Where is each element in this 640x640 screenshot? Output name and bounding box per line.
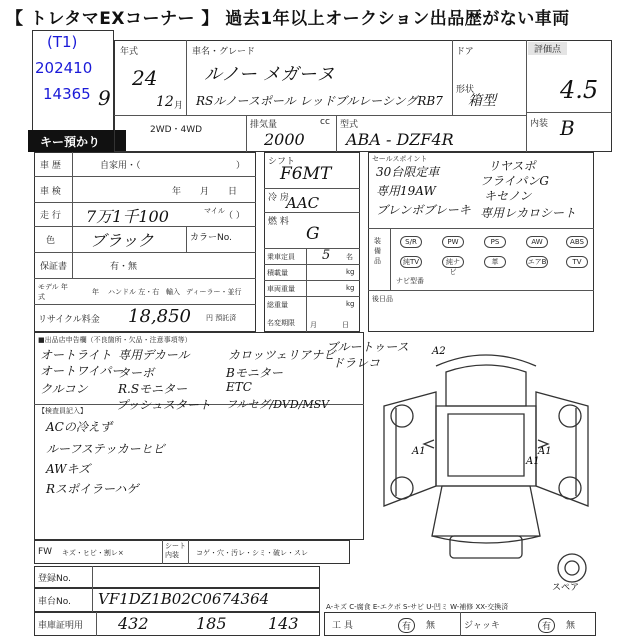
model-year-label: モデル 年式 — [38, 283, 68, 301]
dim-width: 185 — [196, 614, 227, 633]
notes-title: ■出品店申告欄（不良箇所・欠品・注意事項等） — [38, 336, 192, 344]
shift-value: F6MT — [280, 164, 332, 184]
lot-number: 14365 — [43, 85, 91, 103]
model-label: 型式 — [340, 120, 359, 130]
history-label: 車 歴 — [40, 161, 61, 171]
model-value: ABA - DZF4R — [346, 130, 454, 149]
color-no-label: カラーNo. — [190, 233, 232, 243]
history-value: 自家用・（ — [100, 161, 141, 171]
recycle-value: 18,850 — [128, 306, 191, 327]
selling-point-6: ブレンボブレーキ — [376, 203, 471, 217]
fuel-value: G — [306, 224, 320, 244]
selling-point-1: 30台限定車 — [376, 165, 440, 179]
mileage-paren: （ ） — [224, 211, 245, 221]
weight-label: 車両重量 — [267, 285, 295, 293]
inspector-note-1: ACの冷えず — [46, 420, 112, 434]
interior-label: 内装 — [530, 119, 549, 129]
selling-point-3: フライパンG — [480, 174, 549, 188]
registration-row — [34, 566, 320, 588]
score-value: 4.5 — [560, 76, 599, 104]
recycle-label: リサイクル料金 — [38, 315, 100, 325]
note-12: ブルートゥース — [326, 340, 409, 354]
note-13: ドラレコ — [332, 356, 381, 370]
interior-value: B — [560, 116, 575, 140]
gross-label: 総重量 — [267, 301, 288, 309]
ac-value: AAC — [286, 194, 320, 212]
equip-pw: PW — [442, 236, 464, 248]
seat-label: シート内装 — [165, 542, 186, 559]
fuel-label: 燃 料 — [268, 217, 289, 227]
fw-label: FW — [38, 547, 53, 557]
tools-no: 無 — [426, 621, 436, 631]
mileage-label: 走 行 — [40, 211, 61, 221]
capacity-unit: 名 — [346, 253, 353, 261]
banner-title: 【 トレタマEXコーナー 】 過去1年以上オークション出品歴がない車両 — [6, 9, 570, 29]
displacement-unit: cc — [320, 117, 330, 127]
inspector-note-3: AWキズ — [46, 462, 91, 476]
equip-airbag: エアB — [527, 258, 547, 266]
year-era: 24 — [132, 66, 158, 90]
dim-length: 432 — [118, 614, 149, 633]
equip-tv2: TV — [566, 256, 588, 268]
chassis-label: 車台No. — [38, 597, 71, 607]
mileage-unit: マイル — [204, 207, 225, 215]
mark-right: A1 — [538, 446, 552, 457]
equip-abs: ABS — [566, 236, 588, 248]
chassis-value: VF1DZ1B02C0674364 — [98, 590, 270, 608]
selling-point-5: キセノン — [484, 189, 532, 203]
lot-date: 202410 — [35, 59, 93, 77]
inspector-note-2: ルーフステッカーヒビ — [46, 442, 165, 456]
note-1: オートライト — [40, 348, 112, 362]
note-10: ETC — [226, 380, 252, 394]
change-month: 月 — [310, 321, 317, 329]
note-11: フルセグ/DVD/MSV — [226, 398, 330, 411]
key-held-tag: キー預かり — [28, 130, 126, 152]
note-8: カロッツェリアナビ — [228, 348, 336, 362]
navi-type-label: ナビ型番 — [396, 277, 424, 285]
equip-leather: 革 — [484, 256, 506, 268]
handle-label: ハンドル 左・右 — [108, 288, 160, 296]
month-unit: 月 — [174, 101, 184, 111]
note-4: 専用デカール — [118, 348, 190, 362]
change-label: 名変期限 — [267, 319, 295, 327]
inspector-title: 【検査員記入】 — [38, 407, 87, 415]
memo-label: 後日品 — [372, 295, 393, 303]
equip-ps: PS — [484, 236, 506, 248]
inspection-year: 年 — [172, 187, 182, 197]
inspector-note-4: Rスポイラーハゲ — [46, 482, 139, 496]
year-label: 年式 — [120, 47, 139, 57]
jack-no: 無 — [566, 621, 576, 631]
capacity-label: 乗車定員 — [267, 253, 295, 261]
selling-point-4: 専用19AW — [376, 184, 436, 198]
jack-label: ジャッキ — [464, 621, 500, 631]
car-name: ルノー メガーヌ — [204, 64, 335, 85]
equip-tv: 純TV — [400, 256, 422, 268]
garage-label: 車庫証明用 — [38, 621, 84, 631]
seat-values: コゲ・穴・汚レ・シミ・破レ・スレ — [196, 549, 308, 557]
inspection-label: 車 検 — [40, 187, 61, 197]
note-7: プッシュスタート — [116, 398, 211, 412]
color-label: 色 — [46, 236, 56, 246]
car-name-label: 車名・グレード — [192, 47, 256, 57]
lot-box — [32, 30, 114, 134]
warranty-value: 有・無 — [110, 262, 138, 272]
import-label: 輸入 — [166, 288, 180, 296]
dim-height: 143 — [268, 614, 299, 633]
year-suffix: 年 — [92, 288, 99, 296]
shape-value: 箱型 — [468, 93, 496, 109]
selling-point-2: リヤスポ — [488, 159, 536, 173]
tools-yes: 有 — [398, 618, 415, 633]
equip-sr: S/R — [400, 236, 422, 248]
import-values: ディーラー・並行 — [186, 288, 242, 296]
selling-label: セールスポイント — [372, 155, 428, 163]
car-grade: RSルノースポール レッドブルレーシングRB7 — [196, 94, 443, 108]
note-9: Bモニター — [226, 366, 283, 380]
mark-left: A1 — [412, 446, 426, 457]
inspection-day: 日 — [228, 187, 238, 197]
history-close: ） — [236, 161, 246, 171]
mileage-value: 7万1千100 — [86, 207, 169, 226]
shift-label: シフト — [268, 157, 296, 167]
capacity-value: 5 — [322, 248, 331, 263]
recycle-unit: 円 預託済 — [206, 314, 237, 322]
shape-label: 形状 — [456, 85, 475, 95]
mark-roof: A2 — [432, 346, 446, 357]
note-6: R.Sモニター — [118, 382, 188, 396]
mark-right-2: A1 — [526, 456, 540, 467]
equip-label: 装備品 — [374, 237, 381, 265]
jack-yes: 有 — [538, 618, 555, 633]
door-label: ドア — [456, 47, 474, 57]
displacement-label: 排気量 — [250, 120, 278, 130]
spare-label: スペア — [552, 583, 580, 593]
fw-values: キズ・ヒビ・割レ× — [62, 549, 124, 557]
registration-label: 登録No. — [38, 574, 71, 584]
load-unit: kg — [346, 268, 355, 276]
color-value: ブラック — [90, 231, 154, 250]
inspection-month: 月 — [200, 187, 210, 197]
car-diagram — [376, 336, 596, 596]
note-2: オートワイパー — [40, 364, 124, 378]
year-month: 12 — [156, 94, 174, 110]
score-label: 評価点 — [528, 42, 567, 55]
note-5: ターボ — [118, 366, 155, 380]
displacement-value: 2000 — [264, 130, 305, 149]
ac-label: 冷 房 — [268, 193, 289, 203]
gross-unit: kg — [346, 300, 355, 308]
drive-label: 2WD・4WD — [150, 125, 203, 135]
lot-tag: (T1) — [47, 33, 78, 51]
weight-unit: kg — [346, 284, 355, 292]
change-day: 日 — [342, 321, 349, 329]
warranty-label: 保証書 — [40, 262, 68, 272]
equip-aw: AW — [526, 236, 548, 248]
load-label: 積載量 — [267, 269, 288, 277]
tools-label: 工 具 — [332, 621, 353, 631]
side-digit: 9 — [98, 86, 111, 110]
selling-point-7: 専用レカロシート — [480, 206, 577, 220]
note-3: クルコン — [40, 382, 88, 396]
damage-legend: A-キズ C-腐食 E-エクボ S-サビ U-凹ミ W-補修 XX-交換済 — [326, 603, 509, 611]
equip-navi: 純ナビ — [442, 256, 464, 268]
